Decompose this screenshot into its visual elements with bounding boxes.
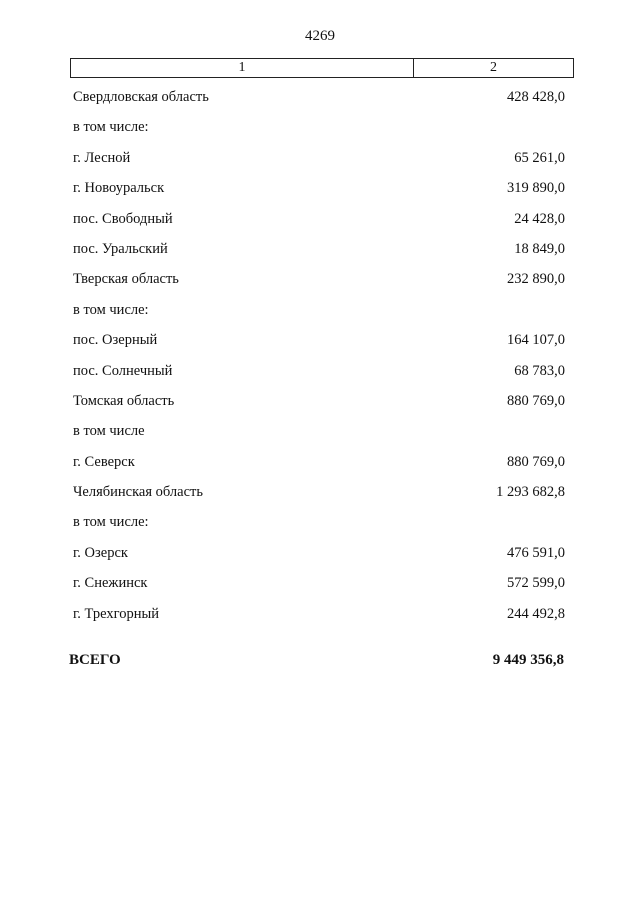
table-row	[0, 299, 640, 329]
row-label: пос. Уральский	[73, 240, 168, 257]
row-value: 572 599,0	[507, 575, 565, 592]
table-row	[0, 238, 640, 268]
row-label: в том числе:	[73, 119, 149, 136]
table-header	[70, 58, 574, 78]
table-row	[0, 268, 640, 298]
row-label: пос. Солнечный	[73, 362, 173, 379]
row-label: в том числе	[73, 423, 145, 440]
row-value: 880 769,0	[507, 453, 565, 470]
column-header-2: 2	[490, 60, 497, 75]
row-label: в том числе:	[73, 514, 149, 531]
table-row	[0, 542, 640, 572]
page-number: 4269	[305, 28, 335, 44]
table-row	[0, 116, 640, 146]
total-value: 9 449 356,8	[492, 652, 564, 668]
table-row	[0, 603, 640, 633]
table-row	[0, 481, 640, 511]
table-row	[0, 147, 640, 177]
row-label: г. Лесной	[73, 149, 131, 166]
row-value: 68 783,0	[514, 362, 565, 379]
table-row	[0, 420, 640, 450]
row-label: пос. Озерный	[73, 332, 158, 349]
table-row	[0, 360, 640, 390]
row-value: 232 890,0	[507, 271, 565, 288]
row-label: пос. Свободный	[73, 210, 173, 227]
total-label: ВСЕГО	[69, 652, 121, 668]
row-value: 428 428,0	[507, 89, 565, 105]
row-value: 1 293 682,8	[496, 484, 565, 501]
row-label: г. Снежинск	[73, 575, 148, 592]
table-row	[0, 329, 640, 359]
table-row	[0, 572, 640, 602]
table-row	[0, 177, 640, 207]
row-value: 65 261,0	[514, 149, 565, 166]
row-label: в том числе:	[73, 301, 149, 318]
row-label: г. Трехгорный	[73, 605, 159, 622]
table-row	[0, 390, 640, 420]
row-label: г. Озерск	[73, 544, 128, 561]
row-value: 164 107,0	[507, 332, 565, 349]
row-value: 244 492,8	[507, 605, 565, 622]
row-label: Тверская область	[73, 271, 179, 288]
row-value: 476 591,0	[507, 544, 565, 561]
row-value: 880 769,0	[507, 392, 565, 409]
column-header-1: 1	[71, 59, 414, 77]
total-row	[0, 652, 640, 676]
row-value: 24 428,0	[514, 210, 565, 227]
table-body	[0, 86, 640, 633]
table-row	[0, 208, 640, 238]
row-label: г. Новоуральск	[73, 180, 165, 197]
table-row	[0, 511, 640, 541]
row-label: Челябинская область	[73, 484, 203, 501]
row-label: Свердловская область	[73, 89, 209, 105]
row-label: Томская область	[73, 392, 175, 409]
row-label: г. Северск	[73, 453, 135, 470]
row-value: 18 849,0	[514, 240, 565, 257]
table-row	[0, 451, 640, 481]
row-value: 319 890,0	[507, 180, 565, 197]
table-row	[0, 86, 640, 116]
